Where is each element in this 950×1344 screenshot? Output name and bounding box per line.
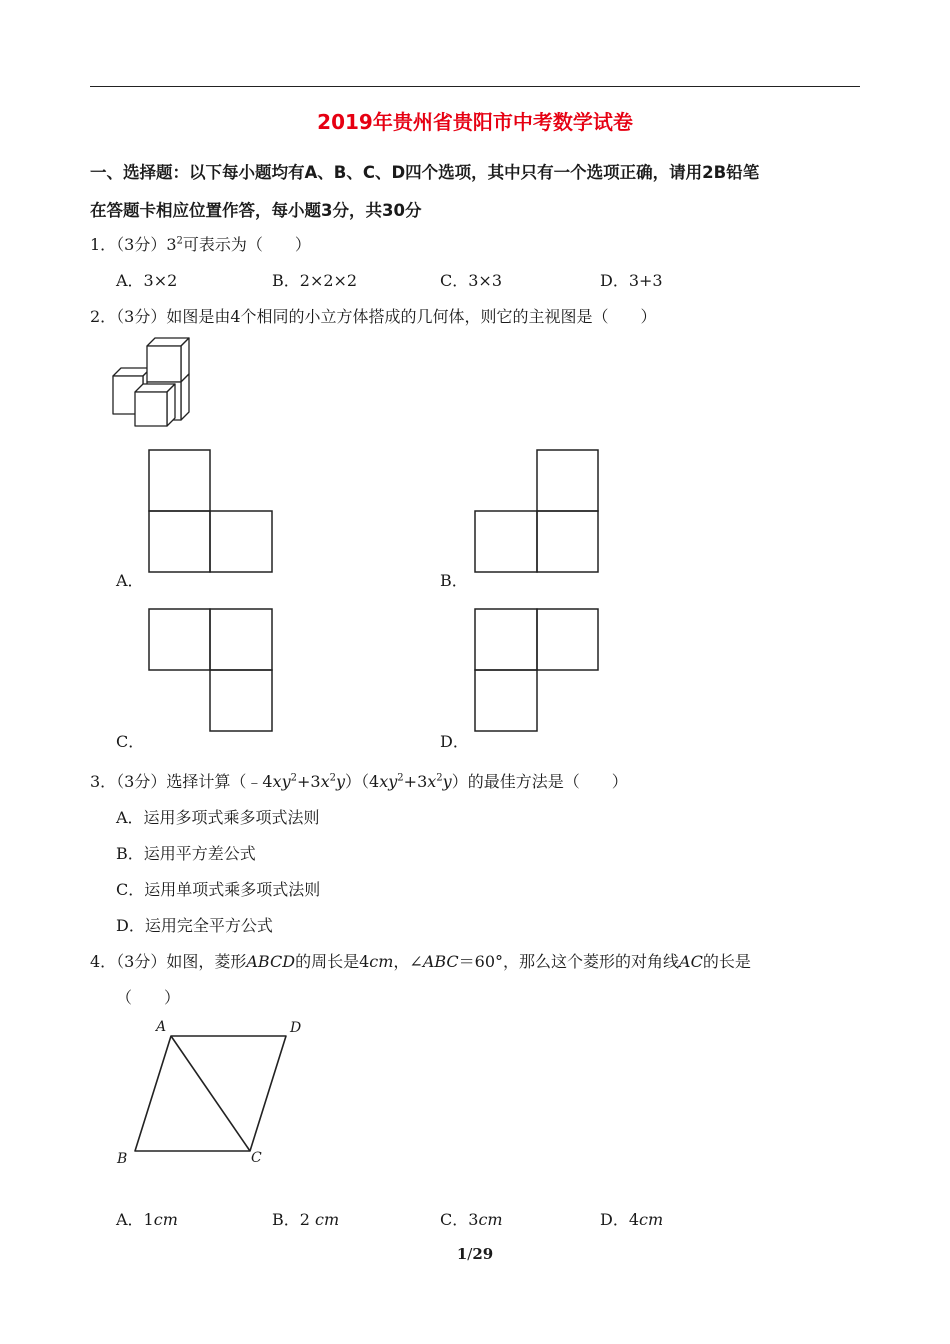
q2-option-c-figure xyxy=(148,608,274,733)
page-current: 1 xyxy=(456,1245,468,1263)
question-3 xyxy=(90,769,628,792)
q4-option-c-value: C．3 xyxy=(440,1210,479,1229)
q4-option-a-value: A．1 xyxy=(116,1210,154,1229)
q4-text-2: 的周长是4 xyxy=(295,952,370,971)
q4-option-d xyxy=(600,1207,663,1230)
q2-option-b-label: B． xyxy=(440,571,468,590)
q4-var-3: ABC xyxy=(422,952,459,971)
q4-option-b-value: B．2 xyxy=(272,1210,316,1229)
q3-text-2: +3 xyxy=(296,772,321,791)
section-heading-line1: 一、选择题：以下每小题均有A、B、C、D四个选项，其中只有一个选项正确，请用2B铅笔 xyxy=(90,163,760,182)
section-heading-line2: 在答题卡相应位置作答，每小题3分，共30分 xyxy=(90,201,422,220)
q4-text-3: ，∠ xyxy=(393,952,423,971)
q3-option-d: D．运用完全平方公式 xyxy=(116,916,273,935)
q2-option-c-label: C． xyxy=(116,732,145,751)
q3-var-5: x xyxy=(427,772,437,791)
question-1 xyxy=(90,232,311,255)
q3-text-1: 3．（3分）选择计算（﹣4 xyxy=(90,772,273,791)
q1-exponent: 2 xyxy=(176,235,183,247)
q3-option-b: B．运用平方差公式 xyxy=(116,844,256,863)
page-total: 29 xyxy=(472,1245,494,1263)
q3-var-6: y xyxy=(442,772,452,791)
q3-var-4: xy xyxy=(379,772,398,791)
q4-var-2: cm xyxy=(369,952,394,971)
q3-var-3: y xyxy=(335,772,346,791)
q4-option-d-unit: cm xyxy=(639,1210,664,1229)
q2-option-b-figure xyxy=(474,449,600,573)
q4-rhombus-figure xyxy=(110,1015,310,1170)
question-2: 2．（3分）如图是由4个相同的小立方体搭成的几何体，则它的主视图是（ ） xyxy=(90,307,657,326)
q4-option-b-unit: cm xyxy=(315,1210,340,1229)
q2-option-d-label: D． xyxy=(440,732,469,751)
q4-option-a xyxy=(116,1207,178,1230)
q1-option-a: A．3×2 xyxy=(116,271,178,290)
q3-sup-2: 2 xyxy=(329,772,336,784)
q4-option-a-unit: cm xyxy=(153,1210,178,1229)
q3-var-2: x xyxy=(320,772,330,791)
q4-option-c-unit: cm xyxy=(478,1210,503,1229)
q1-suffix: 可表示为（ ） xyxy=(182,235,311,254)
q4-point-a-label: A xyxy=(156,1019,167,1035)
q4-option-c xyxy=(440,1207,503,1230)
q4-option-b xyxy=(272,1207,339,1230)
q3-text-4: +3 xyxy=(403,772,428,791)
q3-option-c: C．运用单项式乘多项式法则 xyxy=(116,880,321,899)
page-title: 2019年贵州省贵阳市中考数学试卷 xyxy=(317,110,633,134)
page-number xyxy=(0,1245,950,1263)
q4-text-1: 4．（3分）如图，菱形 xyxy=(90,952,247,971)
q1-option-b: B．2×2×2 xyxy=(272,271,358,290)
q4-option-d-value: D．4 xyxy=(600,1210,640,1229)
header-rule xyxy=(90,86,860,87)
q4-var-1: ABCD xyxy=(246,952,296,971)
q3-text-3: ）（4 xyxy=(345,772,380,791)
q3-var-1: xy xyxy=(272,772,291,791)
question-4 xyxy=(90,949,751,972)
q3-sup-1: 2 xyxy=(290,772,297,784)
q4-text-4: ＝60°，那么这个菱形的对角线 xyxy=(458,952,680,971)
q3-sup-3: 2 xyxy=(397,772,404,784)
page-separator: / xyxy=(467,1245,473,1263)
q2-option-a-figure xyxy=(148,449,274,573)
q4-point-c-label: C xyxy=(251,1150,262,1166)
q4-var-4: AC xyxy=(679,952,703,971)
q1-prefix: 1．（3分）3 xyxy=(90,235,177,254)
q3-sup-4: 2 xyxy=(436,772,443,784)
q4-point-d-label: D xyxy=(290,1020,302,1036)
q4-text-5: 的长是 xyxy=(702,952,751,971)
q1-option-d: D．3+3 xyxy=(600,271,663,290)
q1-option-c: C．3×3 xyxy=(440,271,503,290)
q2-option-d-figure xyxy=(474,608,600,733)
q3-text-5: ）的最佳方法是（ ） xyxy=(451,772,628,791)
q2-option-a-label: A． xyxy=(116,571,144,590)
q2-cube-figure xyxy=(105,334,195,428)
q3-option-a: A．运用多项式乘多项式法则 xyxy=(116,808,320,827)
q4-point-b-label: B xyxy=(117,1151,128,1167)
q4-answer-brackets: （ ） xyxy=(116,988,181,1007)
